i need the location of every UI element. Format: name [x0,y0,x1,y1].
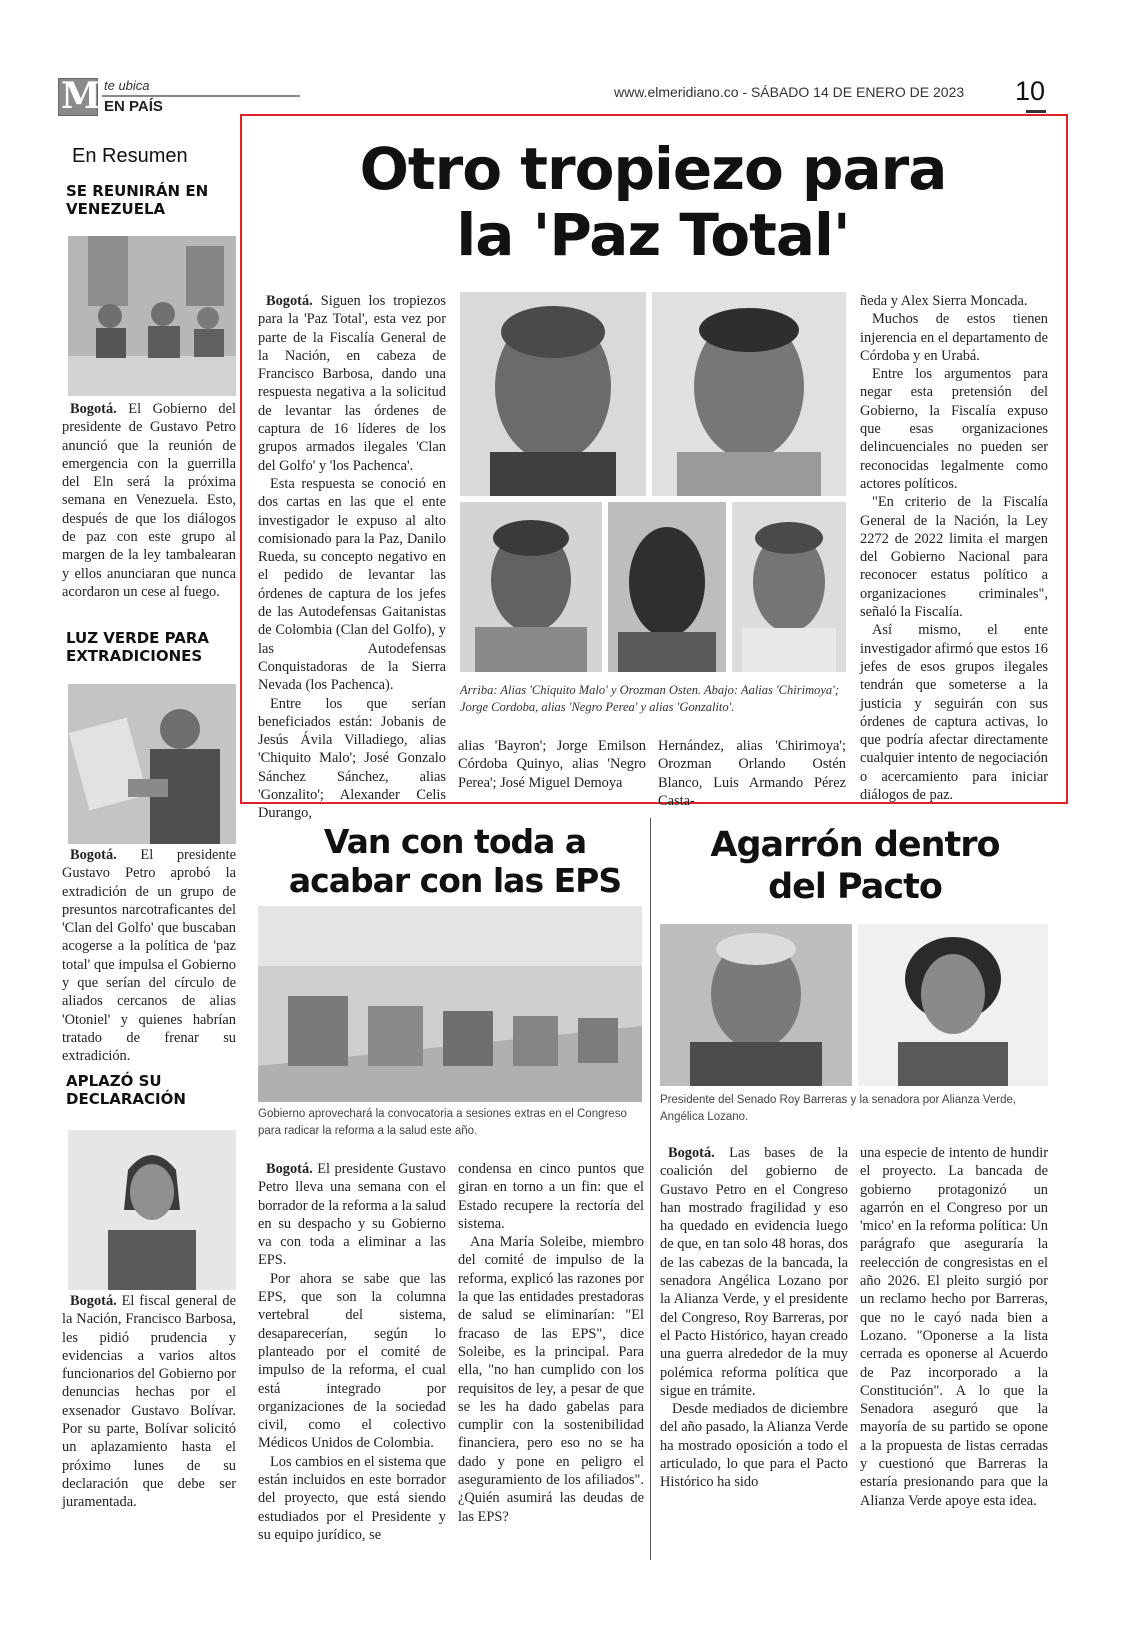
main-col1-p1: Siguen los tropiezos para la 'Paz Total', esta vez por parte de la Fiscalía General de la Nación, en cabeza de Francisco Barbosa, dando una respuesta negativa a la solicitud de levantar las órdenes de captura de 16 líderes de los grupos armados ilegales 'Clan del Golfo' y 'los Pachenca'. [258,293,446,474]
logo-letter: M [61,75,101,117]
pacto-headline-line2: del Pacto [768,867,942,907]
eps-headline [262,822,648,900]
logo-mark [58,75,101,117]
story-divider [650,818,651,1560]
main-col4-p1: ñeda y Alex Sierra Moncada. [860,293,1028,309]
section-kicker: te ubica [104,78,150,93]
photo-chirimoya [460,502,602,672]
section-name: EN PAÍS [104,98,163,115]
pacto-col-1 [660,1144,848,1492]
eps-col1-p2: Por ahora se sabe que las EPS, que son la columna vertebral del sistema, desaparecerían, según lo planteado por el comité de impulso de la reforma, el cual está integrado por organizaciones de la sociedad civil, como el colectivo Médicos Unidos de Colombia. [258,1270,446,1452]
main-col1-p3: Entre los que serían beneficiados están: Jobanis de Jesús Ávila Villadiego, alias 'Chiquito Malo'; José Gonzalo Sánchez Sánchez, alias 'Gonzalito'; Alexander Celis Durango, [258,695,446,822]
sidebar-lead-1: Bogotá. [70,401,117,417]
main-lead: Bogotá. [266,293,313,309]
pacto-photo-caption: Presidente del Senado Roy Barreras y la senadora por Alianza Verde, Angélica Lozano. [660,1094,1017,1123]
main-headline-line2: la 'Paz Total' [456,201,850,269]
eps-col2-p2: Ana María Soleibe, miembro del comité de impulso de la reforma, explicó las razones por la que las entidades prestadoras de salud se eliminarían: "El fracaso de las EPS", dice Soleibe, es la principal. Para ella, "no han cumplido con los requisitos de ley, a pesar de que se les ha dado gabelas para cumplir con la sostenibilidad financiera, pero eso no se ha dado y pone en peligro el aseguramiento de los afiliados". ¿Quién asumirá las deudas de las EPS? [458,1234,644,1525]
pacto-col-2 [860,1144,1048,1510]
eps-col-1 [258,1160,446,1544]
photo-chiquito-malo [460,292,646,496]
sidebar-body-3: El fiscal general de la Nación, Francisco Barbosa, les pidió prudencia y evidencias a varios altos funcionarios del Gobierno por denuncias hechas por el exsenador Gustavo Bolívar. Por su parte, Bolívar solicitó un aplazamiento hasta el próximo lunes de su declaración que debe ser juramentada. [62,1293,236,1511]
pacto-col2-p1: una especie de intento de hundir el proyecto. La bancada de gobierno protagonizó un agarrón en el Congreso por un 'mico' en la reforma política: Un parágrafo que aseguraría la reelección de congresistas en el año 2026. El pleito surgió por un reclamo hecho por Barreras, que no le cayó nada bien a Lozano. "Oponerse a la lista cerrada es oponerse al Acuerdo de Paz incorporado a la Constitución". A lo que la Senadora aseguró que la mayoría de su partido se opone a la propuesta de listas cerradas y cuestionó que Barreras la estaría presionando para que la Alianza Verde apoye esta idea. [860,1145,1048,1509]
section-rule [102,95,300,97]
pacto-col1-p1: Las bases de la coalición del gobierno de Gustavo Petro en el Congreso han mostrado fragilidad y eso ha quedado en evidencia luego de que, en tan solo 48 horas, dos de las cabezas de la bancada, la senadora Angélica Lozano por la Alianza Verde, y el presidente del Congreso, Roy Barreras, por el Pacto Histórico, hayan creado una guerra alrededor de la muy polémica reforma política que sigue en trámite. [660,1145,848,1399]
sidebar-heading-1: SE REUNIRÁN EN VENEZUELA [66,182,209,218]
page-number-rule [1026,110,1046,113]
pacto-headline [660,824,1050,908]
eps-col2-p1: condensa en cinco puntos que giran en torno a un fin: que el Estado recupere la rectoría del sistema. [458,1161,644,1232]
photo-negro-perea [608,502,726,672]
main-col-3 [658,737,846,810]
eps-headline-line1: Van con toda a [323,822,587,861]
eps-headline-line2: acabar con las EPS [288,861,622,900]
main-headline [250,136,1056,268]
sidebar-title: En Resumen [72,145,188,167]
eps-col1-p3: Los cambios en el sistema que están incluidos en este borrador del proyecto, que está siendo estudiados por el Presidente y su equipo jurídico, se [258,1453,446,1543]
sidebar [62,140,238,1560]
pacto-photo-lozano [858,924,1048,1086]
sidebar-heading-2: LUZ VERDE PARA EXTRADICIONES [66,629,210,665]
main-photo-caption: Arriba: Alias 'Chiquito Malo' y Orozman Osten. Abajo: Aalias 'Chirimoya'; Jorge Cordoba, alias 'Negro Perea' y alias 'Gonzalito'. [460,683,839,714]
eps-lead: Bogotá. [266,1161,313,1177]
main-col4-p5: Así mismo, el ente investigador afirmó que estos 16 jefes de esos grupos ilegales tendrán que someterse a la justicia y seguirán con sus órdenes de captura activas, lo que podría afectar directamente cualquier intento de negociación o acercamiento para iniciar diálogos de paz. [860,622,1048,804]
sidebar-text-3 [62,1292,236,1512]
main-col2-p1: alias 'Bayron'; Jorge Emilson Córdoba Quinyo, alias 'Negro Perea'; José Miguel Demoya [458,738,646,791]
sidebar-photo-meeting [68,236,236,396]
pacto-photo-barreras [660,924,852,1086]
eps-photo-hospital [258,906,642,1102]
main-col1-p2: Esta respuesta se conoció en dos cartas en las que el ente investigador le expuso al alto comisionado para la Paz, Danilo Rueda, su concepto negativo en el pedido de levantar las órdenes de captura de los jefes de las Autodefensas Gaitanistas de Colombia (Clan del Golfo), y las Autodefensas Conquistadoras de la Sierra Nevada (los Pachenca). [258,475,446,694]
dateline: www.elmeridiano.co - SÁBADO 14 DE ENERO DE 2023 [614,84,965,100]
main-col4-p2: Muchos de estos tienen injerencia en el departamento de Córdoba y en Urabá. [860,311,1048,364]
sidebar-lead-3: Bogotá. [70,1293,117,1309]
sidebar-lead-2: Bogotá. [70,847,117,863]
pacto-lead: Bogotá. [668,1145,715,1161]
sidebar-heading-3: APLAZÓ SU DECLARACIÓN [66,1072,186,1108]
photo-gonzalito [732,502,846,672]
sidebar-body-2: El presidente Gustavo Petro aprobó la extradición de un grupo de presuntos narcotraficantes del 'Clan del Golfo' que buscaban acogerse a la política de 'paz total' que impulsa el Gobierno y que serían del círculo de aliados cercanos de alias 'Otoniel' y quienes habrían tratado de frenar su extradición. [62,847,236,1065]
main-headline-line1: Otro tropiezo para [359,135,947,203]
sidebar-photo-bolivar [68,1130,236,1290]
eps-col-2 [458,1160,644,1526]
sidebar-body-1: El Gobierno del presidente de Gustavo Petro anunció que la reunión de emergencia con la guerrilla del Eln será la próxima semana en Venezuela. Esto, después de que los diálogos de paz con este grupo al margen de la ley tambalearan y ellos anunciaran que nunca acordaron un cese al fuego. [62,401,236,600]
main-col-1 [258,292,446,823]
main-col4-p4: "En criterio de la Fiscalía General de la Nación, la Ley 2272 de 2022 limita el margen del Gobierno Nacional para reconocer estatus político a organizaciones criminales", señaló la Fiscalía. [860,494,1048,621]
pacto-headline-line1: Agarrón dentro [710,825,1000,865]
sidebar-text-2 [62,846,236,1066]
main-col-2 [458,737,646,792]
main-col4-p3: Entre los argumentos para negar esta pretensión del Gobierno, la Fiscalía expuso que esas organizaciones delincuenciales no pueden ser reconocidas legalmente como actores políticos. [860,366,1048,492]
pacto-col1-p2: Desde mediados de diciembre del año pasado, la Alianza Verde ha mostrado oposición a todo el articulado, lo que para el Pacto Histórico ha sido [660,1401,848,1491]
eps-photo-caption: Gobierno aprovechará la convocatoria a sesiones extras en el Congreso para radicar la reforma a la salud este año. [258,1108,627,1137]
main-col3-p1: Hernández, alias 'Chirimoya'; Orozman Orlando Ostén Blanco, Luis Armando Pérez Casta- [658,738,846,809]
eps-col1-p1: El presidente Gustavo Petro lleva una semana con el borrador de la reforma a la salud en su despacho y su Gobierno va con toda a eliminar a las EPS. [258,1161,446,1269]
sidebar-photo-petro [68,684,236,844]
sidebar-text-1 [62,400,236,601]
photo-orozman-osten [652,292,846,496]
main-col-4 [860,292,1048,804]
page-number: 10 [1015,76,1046,106]
